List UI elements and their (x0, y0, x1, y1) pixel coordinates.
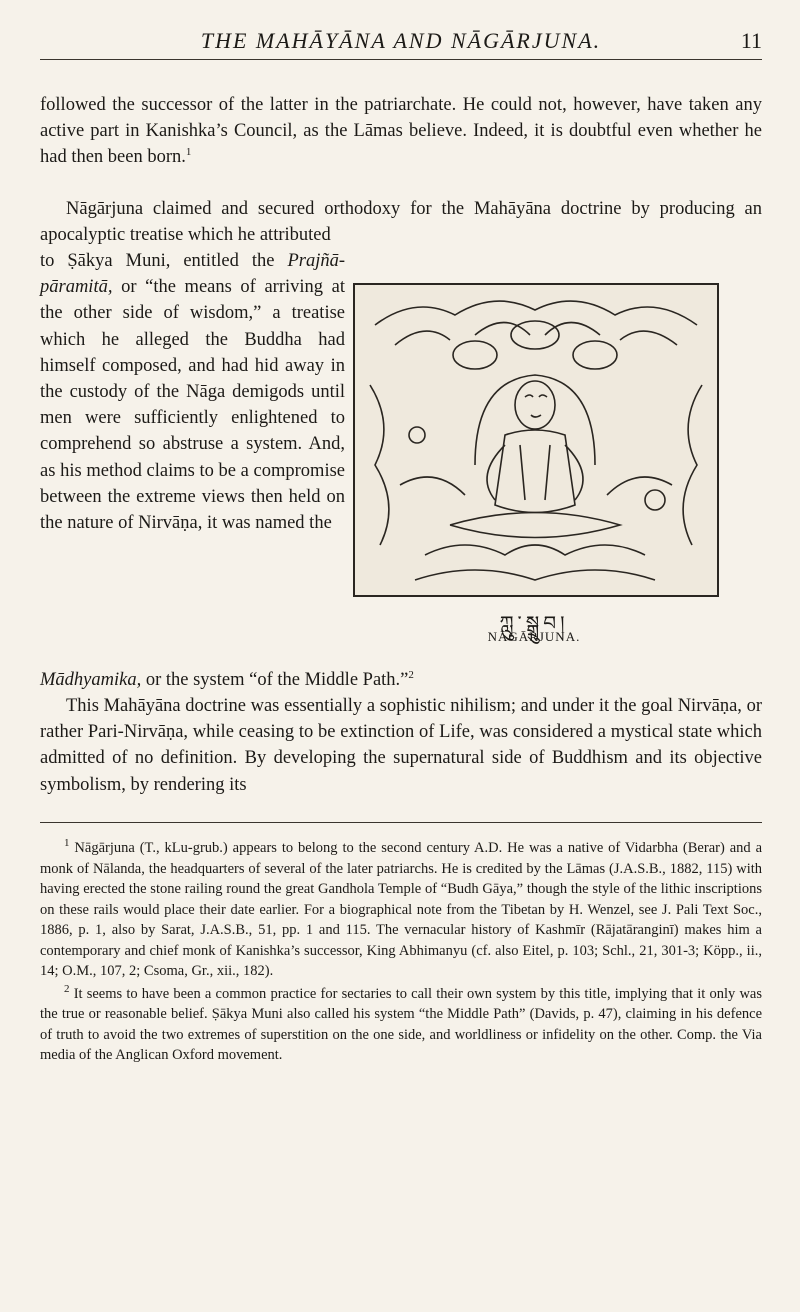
paragraph-2-full-width: Nāgārjuna claimed and secured orthodoxy for the Mahāyāna doctrine by producing an apocalyptic treatise which he attributed (40, 199, 762, 246)
footnote-2-text: It seems to have been a common practice for sectaries to call their own system by this title, implying that it only was the true or reasonable belief. Ṣākya Muni also called his system “the Middle Path” (Davids, p. 47), claiming in his defence of truth to avoid the two extremes of superstition on the one side, and worldliness or infidelity on the other. Comp. the Via media of the Anglican Oxford movement. (40, 985, 763, 1063)
paragraph-2-wrapped (40, 248, 345, 536)
nagarjuna-figure (353, 283, 717, 655)
paragraph-2-lead: to Ṣākya Muni, entitled the (40, 251, 275, 271)
nagarjuna-engraving (355, 285, 717, 595)
footnote-rule (40, 822, 762, 823)
paragraph-2-tail (40, 667, 762, 693)
footnote-1-mark: 1 (64, 837, 70, 850)
page-header (40, 28, 762, 58)
paragraph-3: This Mahāyāna doctrine was essentially a sophistic nihilism; and under it the goal Nirvāṇa, or rather Pari-Nirvāṇa, while ceasing to be extinction of Life, was considered a mystical state which admitted of no definition. By developing the supernatural side of Buddhism and its objective symbolism, by rendering its (40, 696, 762, 795)
paragraph-2-body: or “the means of arriving at the other side of wisdom,” a treatise which he alleged the Buddha had himself composed, and had hid away in the custody of the Nāga demigods until men were sufficiently enlightened to comprehend so abstruse a system. And, as his method claims to be a compromise between the extreme views then held on the nature of Nirvāṇa, it was named the (40, 277, 345, 534)
footnotes (40, 838, 762, 1066)
footnote-2 (40, 984, 762, 1066)
paragraph-1 (40, 92, 762, 171)
paragraph-2-tail-text: or the system “of the Middle Path.” (141, 670, 409, 690)
footnote-ref-1: 1 (185, 146, 192, 159)
page-number: 11 (740, 28, 762, 53)
running-title: THE MAHĀYĀNA AND NĀGĀRJUNA. (200, 28, 602, 53)
figure-caption: NĀGĀRJUNA. (487, 629, 581, 644)
footnote-1-text: Nāgārjuna (T., kLu-grub.) appears to belong to the second century A.D. He was a native of Vidarbha (Berar) and a monk of Nālanda, the headquarters of several of the later patriarchs. He is credited by the Lāmas (J.A.S.B., 1882, 115) with having erected the stone railing round the great Gandhola Temple of “Budh Gāya,” though the style of the lithic inscriptions on these rails would place their date earlier. For a biographical note from the Tibetan by H. Wenzel, see J. Pali Text Soc., 1886, p. 1, also by Sarat, J.A.S.B., 51, pp. 1 and 115. The vernacular history of Kashmīr (Rājatāranginī) makes him a contemporary and chief monk of Kanishka’s successor, King Abhimanyu (cf. also Eitel, p. 103; Schl., 21, 301-3; Köpp., ii., 14; O.M., 107, 2; Csoma, Gr., xii., 182). (40, 840, 762, 979)
title-prajna-paramita: Prajñā-pāramitā, (40, 251, 346, 298)
tibetan-inscription: ཀླུ་སྒྲུབ། (499, 611, 569, 635)
footnote-1 (40, 838, 762, 982)
nagarjuna-illustration (353, 283, 719, 597)
paragraph-1-text: followed the successor of the latter in the patriarchate. He could not, however, have taken any active part in Kanishka’s Council, as the Lāmas believe. Indeed, it is doubtful even whether he had then been born. (40, 95, 762, 168)
title-madhyamika: Mādhyamika, (40, 670, 142, 690)
header-rule (40, 59, 762, 60)
footnote-2-mark: 2 (64, 982, 70, 995)
footnote-ref-2: 2 (408, 668, 414, 681)
